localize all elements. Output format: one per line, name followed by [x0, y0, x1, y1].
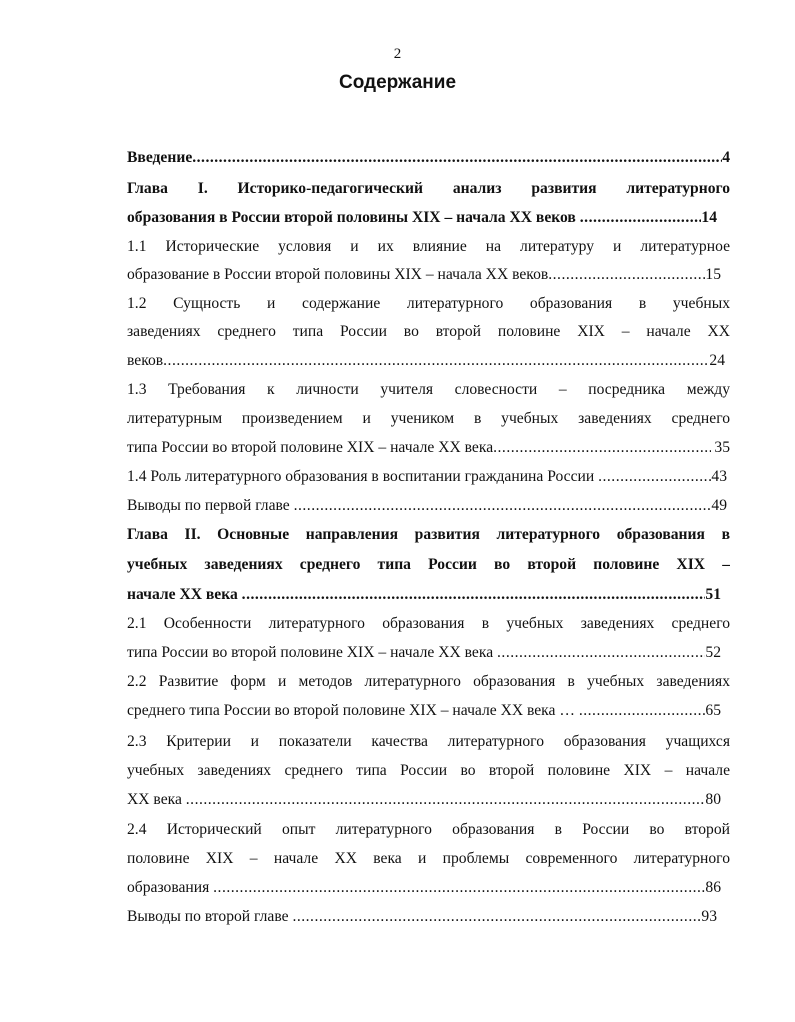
toc-page-number: 65: [705, 702, 721, 719]
toc-entry-label: веков: [127, 352, 164, 369]
toc-section-2-4-line-2: половине XIX – начале XX века и проблемы современного литературного: [127, 850, 730, 867]
toc-entry-label: типа России во второй половине XIX – начале XX века: [127, 439, 494, 456]
toc-entry-label: образования: [127, 879, 214, 896]
toc-section-1-4: [127, 467, 727, 487]
toc-section-2-2-line-1: 2.2 Развитие форм и методов литературного образования в учебных заведениях: [127, 673, 730, 690]
toc-section-1-2-line-2: заведениях среднего типа России во второй половине XIX – начале XX: [127, 323, 730, 340]
page-title: Содержание: [338, 72, 457, 93]
toc-page-number: 93: [701, 908, 717, 925]
toc-conclusions-chapter-1: [127, 496, 727, 516]
toc-entry-label: типа России во второй половине XIX – начале XX века: [127, 644, 498, 661]
toc-section-2-1-line-1: 2.1 Особенности литературного образования в учебных заведениях среднего: [127, 615, 730, 632]
toc-leader-dots: [579, 701, 706, 721]
toc-page-number: 49: [711, 497, 727, 514]
toc-page-number: 52: [705, 644, 721, 661]
toc-page-number: 80: [705, 791, 721, 808]
toc-entry-label: начале XX века: [127, 586, 242, 603]
toc-leader-dots: [186, 790, 706, 810]
toc-chapter-1-line-2: [127, 208, 717, 228]
toc-chapter-1-line-1: Глава I. Историко-педагогический анализ развития литературного: [127, 180, 730, 197]
toc-page-number: 4: [722, 149, 730, 166]
toc-entry-label: Выводы по первой главе: [127, 497, 294, 514]
toc-section-2-3-line-2: учебных заведениях среднего типа России во второй половине XIX – начале: [127, 762, 730, 779]
toc-section-2-3-line-3: [127, 790, 721, 810]
toc-section-1-3-line-3: [127, 438, 730, 458]
toc-leader-dots: [598, 467, 711, 487]
toc-entry-label: образования в России второй половины XIX – начала XX веков: [127, 209, 580, 226]
toc-section-1-1-line-1: 1.1 Исторические условия и их влияние на литературу и литературное: [127, 238, 730, 255]
toc-section-1-3-line-2: литературным произведением и учеником в учебных заведениях среднего: [127, 410, 730, 427]
toc-section-2-3-line-1: 2.3 Критерии и показатели качества литературного образования учащихся: [127, 733, 730, 750]
toc-section-1-1-line-2: [127, 265, 721, 285]
toc-leader-dots: [548, 265, 705, 285]
toc-section-1-2-line-1: 1.2 Сущность и содержание литературного образования в учебных: [127, 295, 730, 312]
toc-page-number: 35: [710, 439, 730, 456]
toc-leader-dots: [294, 496, 712, 516]
toc-chapter-2-line-3: [127, 585, 721, 605]
toc-leader-dots: [163, 351, 709, 371]
toc-section-2-2-line-2: [127, 701, 721, 721]
toc-section-2-4-line-3: [127, 878, 721, 898]
toc-entry-label: Выводы по второй главе: [127, 908, 293, 925]
toc-page-number: 15: [705, 266, 721, 283]
toc-section-1-2-line-3: [127, 351, 725, 371]
toc-chapter-2-line-1: Глава II. Основные направления развития литературного образования в: [127, 526, 730, 543]
toc-conclusions-chapter-2: [127, 907, 717, 927]
toc-entry-label: XX века: [127, 791, 186, 808]
toc-leader-dots: [580, 208, 702, 228]
toc-leader-dots: [497, 643, 705, 663]
toc-page-number: 51: [705, 586, 721, 603]
toc-entry-introduction: [127, 148, 730, 168]
toc-chapter-2-line-2: учебных заведениях среднего типа России во второй половине XIX –: [127, 556, 730, 573]
toc-leader-dots: [242, 585, 706, 605]
toc-entry-label: 1.4 Роль литературного образования в воспитании гражданина России: [127, 468, 599, 485]
toc-page-number: 14: [701, 209, 717, 226]
toc-page-number: 24: [709, 352, 725, 369]
toc-entry-label: образование в России второй половины XIX – начала XX веков: [127, 266, 549, 283]
toc-section-2-4-line-1: 2.4 Исторический опыт литературного образования в России во второй: [127, 821, 730, 838]
toc-entry-label: среднего типа России во второй половине XIX – начале XX века …: [127, 702, 579, 719]
page-number: 2: [393, 46, 402, 62]
toc-section-2-1-line-2: [127, 643, 721, 663]
toc-leader-dots: [192, 148, 722, 168]
toc-leader-dots: [493, 438, 710, 458]
toc-page-number: 86: [705, 879, 721, 896]
toc-leader-dots: [292, 907, 701, 927]
toc-entry-label: Введение: [127, 149, 193, 166]
toc-section-1-3-line-1: 1.3 Требования к личности учителя словесности – посредника между: [127, 381, 730, 398]
toc-page-number: 43: [711, 468, 727, 485]
toc-leader-dots: [213, 878, 705, 898]
